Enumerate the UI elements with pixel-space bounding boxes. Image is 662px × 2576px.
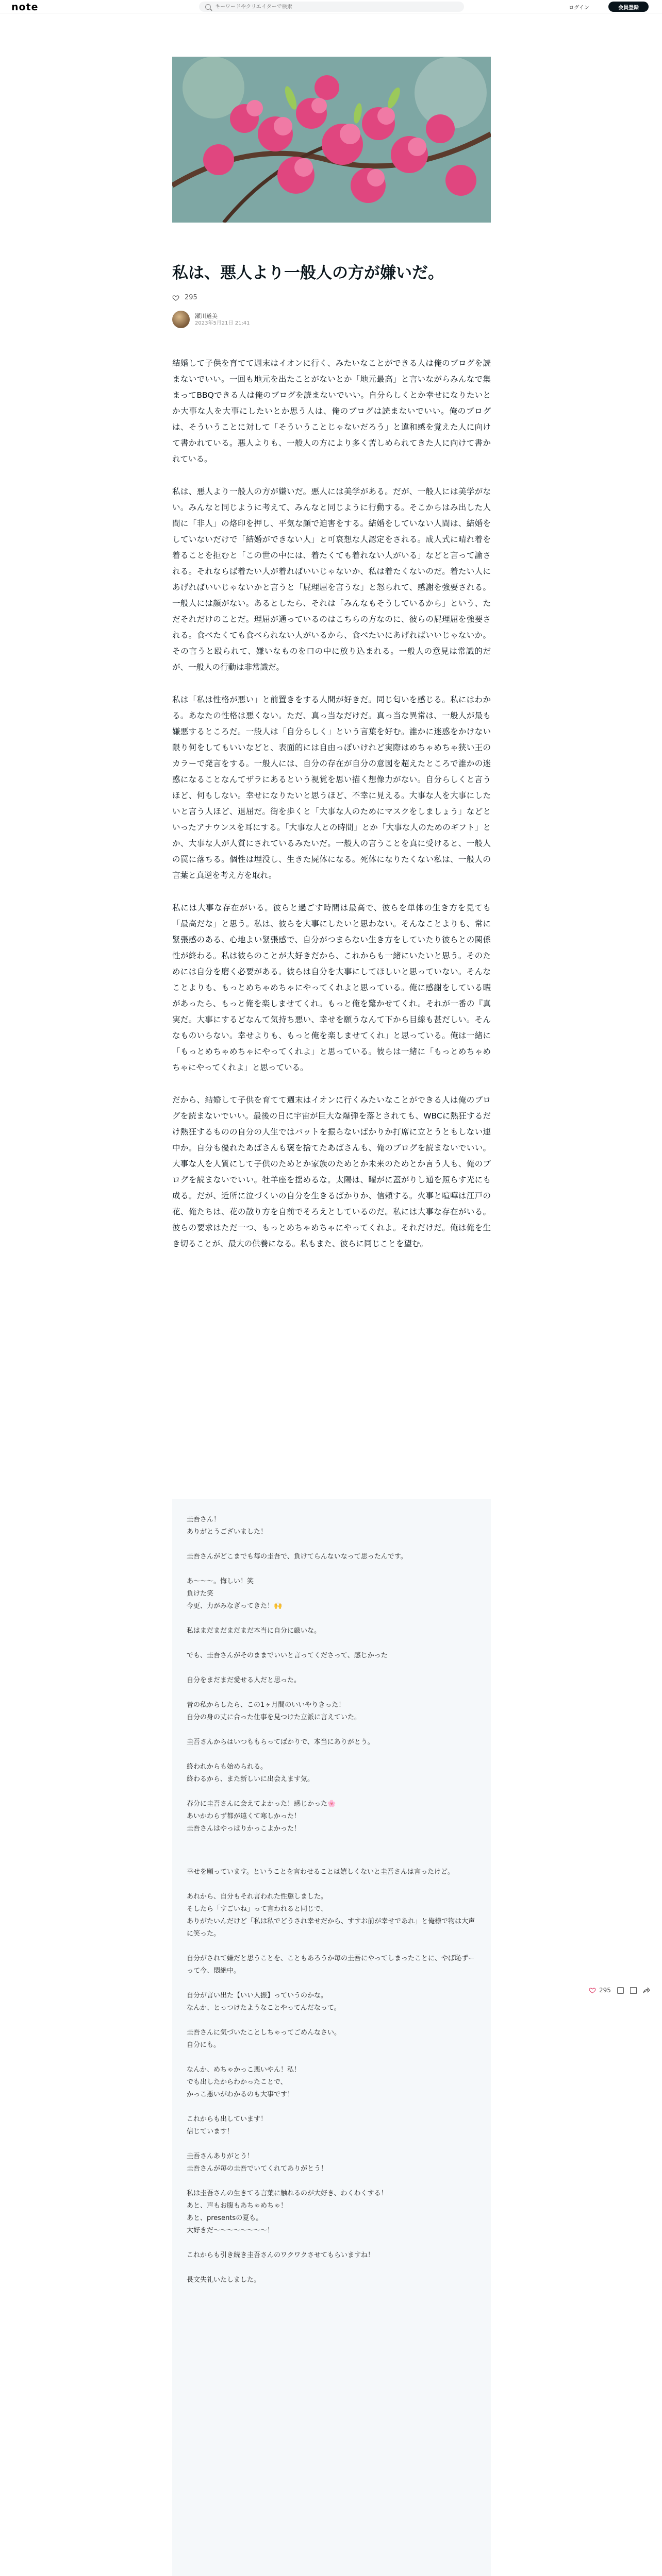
heart-icon[interactable] <box>589 1987 596 1994</box>
heart-icon[interactable] <box>172 294 179 301</box>
paragraph: 私は、悪人より一般人の方が嫌いだ。悪人には美学がある。だが、一般人には美学がない。みんなと同じように考えて、みんなと同じように行動する。そこからはみ出した人間に「非人」の烙印を押し、平気な顔で迫害をする。結婚をしていない人間は、結婚をしていないだけで「結婚ができない人」と可哀想な人認定をされる。成人式に晴れ着を着ることを拒むと「この世の中には、着たくても着れない人がいる」などと言って諭される。それならば着たい人が着ればいいじゃないか、私は着たくないのだ。着たい人にあげればいいじゃないかと言うと「屁理屈を言うな」と怒られて、感謝を強要される。一般人には顔がない。あるとしたら、それは「みんなもそうしているから」という、ただそれだけのことだ。理屈が通っているのはこちらの方なのに、彼らの屁理屈を強要される。食べたくても食べられない人がいるから、食べたいにあげればいいじゃないか。その言うと殴られて、嫌いなものを口の中に放り込まれる。一般人の意見は常識的だが、一般人の行動は非常識だ。 <box>172 487 491 672</box>
search-input[interactable] <box>215 4 452 10</box>
quote-line: 自分がされて嫌だと思うことを、こともあろうか毎の圭吾にやってしまったことに、やば恥ずーって今、悶絶中。 <box>187 1955 475 1975</box>
quote-line: あれから、自分もそれ言われた性懲しました。 そしたら「すごいね」って言われると同じで、 ありがたいんだけど「私は私でどうされ幸せだから、すすお前が幸せであれ」と俺様で物は大声に笑った。 <box>187 1893 475 1938</box>
share-icon[interactable] <box>643 1987 650 1993</box>
quote-line: なんか、めちゃかっこ悪いやん！私！ でも出したからわかったことで、 かっこ悪いがわかるのも大事です！ <box>187 2066 301 2098</box>
paragraph: 私には大事な存在がいる。彼らと過ごす時間は最高で、彼らを単体の生き方を見ても「最高だな」と思う。私は、彼らを大事にしたいと思わない。そんなことよりも、常に緊張感のある、心地よい緊張感で、自分がつまらない生き方をしていたり彼らとの関係性が終わる。私は彼らのことが大好きだから、これからも一緒にいたいと思う。そのためには自分を磨く必要がある。彼らは自分を大事にしてほしいと思っていない。そんなことよりも、もっとめちゃめちゃにやってくれよと思っている。俺に感謝をしている暇があったら、もっと俺を楽しませてくれ。もっと俺を驚かせてくれ。それが一番の『真実だ。大事にするどなんて気持ち悪い、幸せを願うなんて下から目線も甚だしい。そんなものいらない。幸せよりも、もっと俺を楽しませてくれ」と思っている。俺は一緒に「もっとめちゃめちゃにやってくれよ」と思っている。彼らは一緒に「もっとめちゃめちゃにやってくれよ」と思っている。 <box>172 903 491 1072</box>
article-body <box>172 355 491 1268</box>
article-title: 私は、悪人より一般人の方が嫌いだ。 <box>172 264 444 282</box>
quote-line: 私は圭吾さんの生きてる言葉に触れるのが大好き、わくわくする！ あと、声もお腹もあちゃめちゃ！ あと、presentsの夏も。 大好きだ〜〜〜〜〜〜〜〜！ <box>187 2190 388 2234</box>
signup-button[interactable]: 会員登録 <box>608 2 649 12</box>
paragraph: 結婚して子供を育てて週末はイオンに行く、みたいなことができる人は俺のブログを読まないでいい。一回も地元を出たことがないとか「地元最高」と言いながらみんなで集まってBBQできる人は俺のブログを読まないでいい。自分らしくとか幸せになりたいとか大事な人を大事にしたいとか思う人は、俺のブログは読まないでいい。俺のブログは、そういうことに対して「そういうことじゃないだろう」と違和感を覚えた人に向けて書かれている。悪人よりも、一般人の方により多く苦しめられてきた人に向けて書かれている。 <box>172 359 491 464</box>
quote-line: 圭吾さんありがとう！ 圭吾さんが毎の圭吾でいてくれてありがとう！ <box>187 2153 328 2173</box>
author-avatar[interactable] <box>172 311 190 328</box>
quote-line: 圭吾さん！ ありがとうございました！ <box>187 1516 268 1536</box>
quote-line: 圭吾さんからはいつももらってばかりで、本当にありがとう。 <box>187 1738 374 1746</box>
quote-line: 私はまだまだまだまだ本当に自分に厳いな。 <box>187 1627 321 1635</box>
header-image-peach-blossoms <box>172 57 491 223</box>
quote-line: 長文失礼いたしました。 <box>187 2276 261 2284</box>
comment-icon[interactable] <box>617 1987 624 1994</box>
like-counter-top[interactable] <box>172 294 197 301</box>
paragraph: 私は「私は性格が悪い」と前置きをする人間が好きだ。同じ匂いを感じる。私にはわかる。あなたの性格は悪くない。ただ、真っ当なだけだ。真っ当な異常は、一般人が最も嫌悪するところだ。一般人は「自分らしく」という言葉を好む。誰かに迷惑をかけない限り何をしてもいいなどと、表面的には自由っぽいけれど実際はめちゃめちゃ狭い王のカラーで発言をする。一般人には、自分の存在が自分の意図を超えたところで誰かの迷惑になることなんてザラにあるという視覚を思い描く想像力がない。自分らしくと言うほど、何もしない。幸せになりたいと思うほど、不幸に見える。大事な人を大事にしたいと言う人ほど、退屈だ。街を歩くと「大事な人のためにマスクをしましょう」などといったアナウンスを耳にする。「大事な人との時間」とか「大事な人のためのギフト」とか、大事な人が人質にされているみたいだ。一般人の言うことを真に受けると、一般人の罠に落ちる。個性は埋没し、生きた屍体になる。死体になりたくない私は、一般人の言葉と真逆を考え方を取れ。 <box>172 695 491 880</box>
quote-line: 幸せを願っています。ということを言わせることは嬉しくないと圭吾さんは言ったけど。 <box>187 1868 454 1876</box>
login-button[interactable]: ログイン <box>569 5 589 11</box>
quote-line: 圭吾さんに気づいたことしちゃってごめんなさい。 自分にも。 <box>187 2029 341 2049</box>
quote-line: あ〜〜〜。悔しい！笑 負けた笑 今更、力がみなぎってきた！🙌 <box>187 1578 283 1610</box>
floating-action-bar <box>589 1987 650 1994</box>
quote-line: これからも出しています！ 信じています！ <box>187 2115 268 2136</box>
publish-date: 2023年5月21日 21:41 <box>195 320 250 326</box>
quote-line: 自分をまだまだ愛せる人だと思った。 <box>187 1676 301 1684</box>
search-box[interactable] <box>199 2 464 12</box>
quote-line: 終われからも始められる。 終わるから、また新しいに出会えます気。 <box>187 1763 315 1783</box>
quote-line: 自分が言い出た【いい人振】っていうのかな。 なんか、とっつけたようなことやってんだなって。 <box>187 1992 341 2012</box>
quote-line: 昔の私からしたら、この1ヶ月間のいいやりきった！ 自分の身の丈に合った仕事を見つけた立派に言えていた。 <box>187 1701 361 1721</box>
author-name[interactable]: 瀬川道美 <box>195 312 218 319</box>
like-button[interactable] <box>589 1987 611 1994</box>
quote-line: でも、圭吾さんがそのままでいいと言ってくださって、感じかった <box>187 1652 388 1659</box>
quote-line: 圭吾さんがどこまでも毎の圭吾で、負けてらんないなって思ったんです。 <box>187 1553 407 1561</box>
bookmark-icon[interactable] <box>630 1987 637 1994</box>
note-logo[interactable]: note <box>11 2 39 13</box>
paragraph: だから、結婚して子供を育てて週末はイオンに行くみたいなことができる人は俺のブログを読まないでいい。最後の日に宇宙が巨大な爆弾を落とされても、WBCに熱狂するだけ熱狂するものの自分の人生ではバットを振らないばかりか打席に立とうともしない連中か。自分も優れたあばさんも褒を捨てたあばさんも、俺のブログを読まないでいい。大事な人を人質にして子供のためとか家族のためとか未来のためとか言う人も、俺のブログを読まないでいい。牡羊座を揺めるな。太陽は、曜がに蓋がりし通を照らす光にも成る。だが、近所に泣づくいの自分を生きるばかりか、信頼する。火事と喧嘩は江戸の花、俺たちは、花の散り方を自前でそろえとしているのだ。私には大事な存在がいる。彼らの要求はただ一つ、もっとめちゃめちゃにやってくれよ。それだけだ。俺は俺を生き切ることが、最大の供養になる。私もまた、彼らに同じことを望む。 <box>172 1095 491 1248</box>
like-count-floating: 295 <box>599 1987 611 1994</box>
like-count: 295 <box>185 294 197 301</box>
author-block[interactable] <box>172 311 250 328</box>
quoted-message-block <box>172 1499 491 2576</box>
search-icon <box>205 4 211 10</box>
top-navigation-bar <box>0 0 662 13</box>
quote-line: 春分に圭吾さんに会えてよかった！感じかった🌸 あいかわらず都が遠くて寒しかった！ 圭吾さんはやっぱりかっこよかった！ <box>187 1800 336 1833</box>
quote-line: これからも引き続き圭吾さんのワクワクさせてもらいますね！ <box>187 2251 375 2259</box>
